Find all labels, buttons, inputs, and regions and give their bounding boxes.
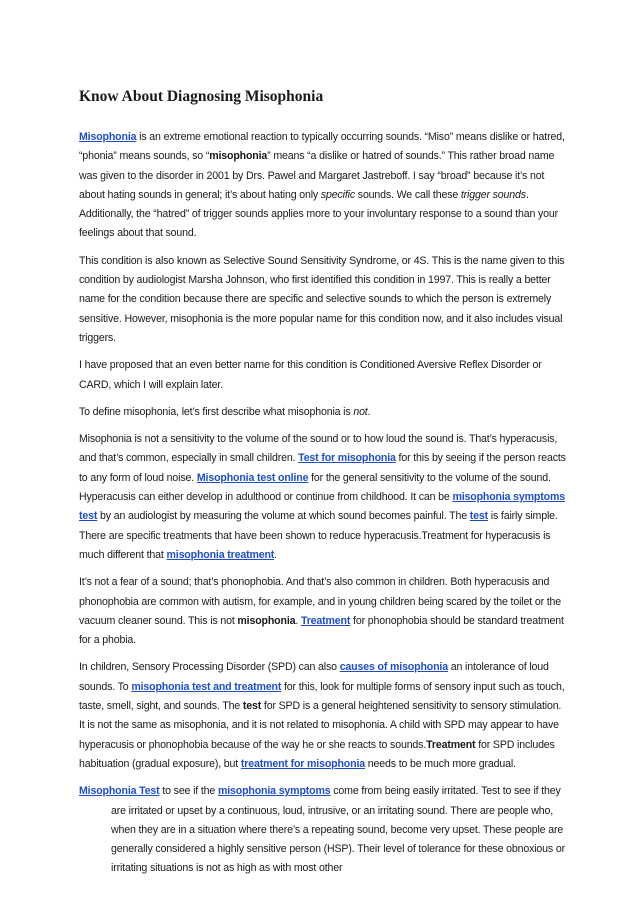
text-run: needs to be much more gradual. [365,757,516,770]
text-link[interactable]: Test for misophonia [298,452,396,465]
bold-text: Treatment [426,738,476,751]
text-link[interactable]: misophonia treatment [166,548,275,561]
italic-text: trigger sounds [460,188,526,201]
paragraph [79,430,567,565]
text-run: Misophonia is not a sensitivity to the volume of the sound or to how loud the sound is. That’s hyperacusis, and that’s common, especially in small children. [79,433,558,465]
bold-text: misophonia [209,150,268,163]
text-link[interactable]: treatment for misophonia [240,757,365,770]
text-run: come from being easily irritated. Test to see if they are irritated or upset by a continuous, loud, intrusive, or an irritating sound. There are people who, when they are in a situation where there’s a repeating sound, become very upset. These people are generally considered a highly sensitive person (HSP). Their level of tolerance for these obnoxious or irritating situations is not as high as with most other [111,785,565,875]
text-run: . [367,405,371,418]
text-link[interactable]: causes of misophonia [339,661,448,674]
text-link[interactable]: Treatment [300,614,351,627]
paragraph [79,356,567,395]
text-run: an intolerance of loud sounds. To [79,661,549,693]
text-link[interactable]: Misophonia Test [79,785,160,798]
text-run: for SPD is a general heightened sensitivity to sensory stimulation. It is not the same as misophonia, and it is not related to misophonia. A child with SPD may appear to have hyperacusis or phonophobia because of the way he or she reacts to sounds. [79,700,562,751]
paragraph [79,128,567,244]
italic-text: not [353,405,368,418]
text-link[interactable]: Misophonia test online [196,471,309,484]
paragraph [79,782,567,878]
text-link[interactable]: test [469,510,488,523]
text-run: sounds. We call these [355,188,461,201]
text-link[interactable]: misophonia symptoms test [79,491,565,523]
italic-text: specific [320,188,355,201]
text-link[interactable]: misophonia test and treatment [131,680,282,693]
paragraph [79,403,567,422]
text-run: is fairly simple. There are specific treatments that have been shown to reduce hyperacusis.Treatment for hyperacusis is much different that [79,510,558,561]
page-title: Know About Diagnosing Misophonia [79,88,324,105]
text-run: to see if the [159,785,218,798]
text-run: for phonophobia should be standard treatment for a phobia. [79,614,564,647]
document-body [79,128,567,887]
paragraph [79,573,567,650]
paragraph [79,252,567,348]
text-run: for this, look for multiple forms of sensory input such as touch, taste, smell, sight, and sounds. The [79,680,565,713]
text-run: for this by seeing if the person reacts to any form of loud noise. [79,452,566,484]
text-run: by an audiologist by measuring the volume at which sound becomes painful. The [97,510,470,523]
text-link[interactable]: Misophonia [79,131,137,143]
text-run: It’s not a fear of a sound; that’s phonophobia. And that’s also common in children. Both hyperacusis and phonophobia are common with autism, for example, and in young children being scared by the toilet or the vacuum cleaner sound. This is not [79,576,562,627]
text-run: This condition is also known as Selective Sound Sensitivity Syndrome, or 4S. This is the name given to this condition by audiologist Marsha Johnson, who first identified this condition in 1997. This is really a better name for the condition because there are specific and selective sounds to which the person is extremely sensitive. However, misophonia is the more popular name for this condition now, and it also includes visual triggers. [79,254,565,344]
text-link[interactable]: misophonia symptoms [217,785,331,798]
bold-text: misophonia [237,614,296,627]
text-run: . [295,614,301,627]
text-run: In children, Sensory Processing Disorder (SPD) can also [79,661,340,674]
paragraph [79,658,567,774]
text-run: for SPD includes habituation (gradual exposure), but [79,738,555,770]
text-run: . Additionally, the “hatred” of trigger sounds applies more to your involuntary response to a sound than your feelings about that sound. [79,188,559,240]
text-run: . [274,548,277,561]
text-run: for the general sensitivity to the volume of the sound. Hyperacusis can either develop in adulthood or continue from childhood. It can be [79,471,551,504]
text-run: To define misophonia, let’s first describe what misophonia is [79,405,354,418]
text-run: is an extreme emotional reaction to typically occurring sounds. “Miso” means dislike or hatred, “phonia” means sounds, so “ [79,131,565,163]
text-run: ” means “a dislike or hatred of sounds.” This rather broad name was given to the disorder in 2001 by Drs. Pawel and Margaret Jastreboff. I say “broad” because it’s not about hating sounds in general; it’s about hating only [79,150,555,201]
text-run: I have proposed that an even better name for this condition is Conditioned Aversive Reflex Disorder or CARD, which I will explain later. [79,359,542,391]
bold-text: test [242,700,262,713]
